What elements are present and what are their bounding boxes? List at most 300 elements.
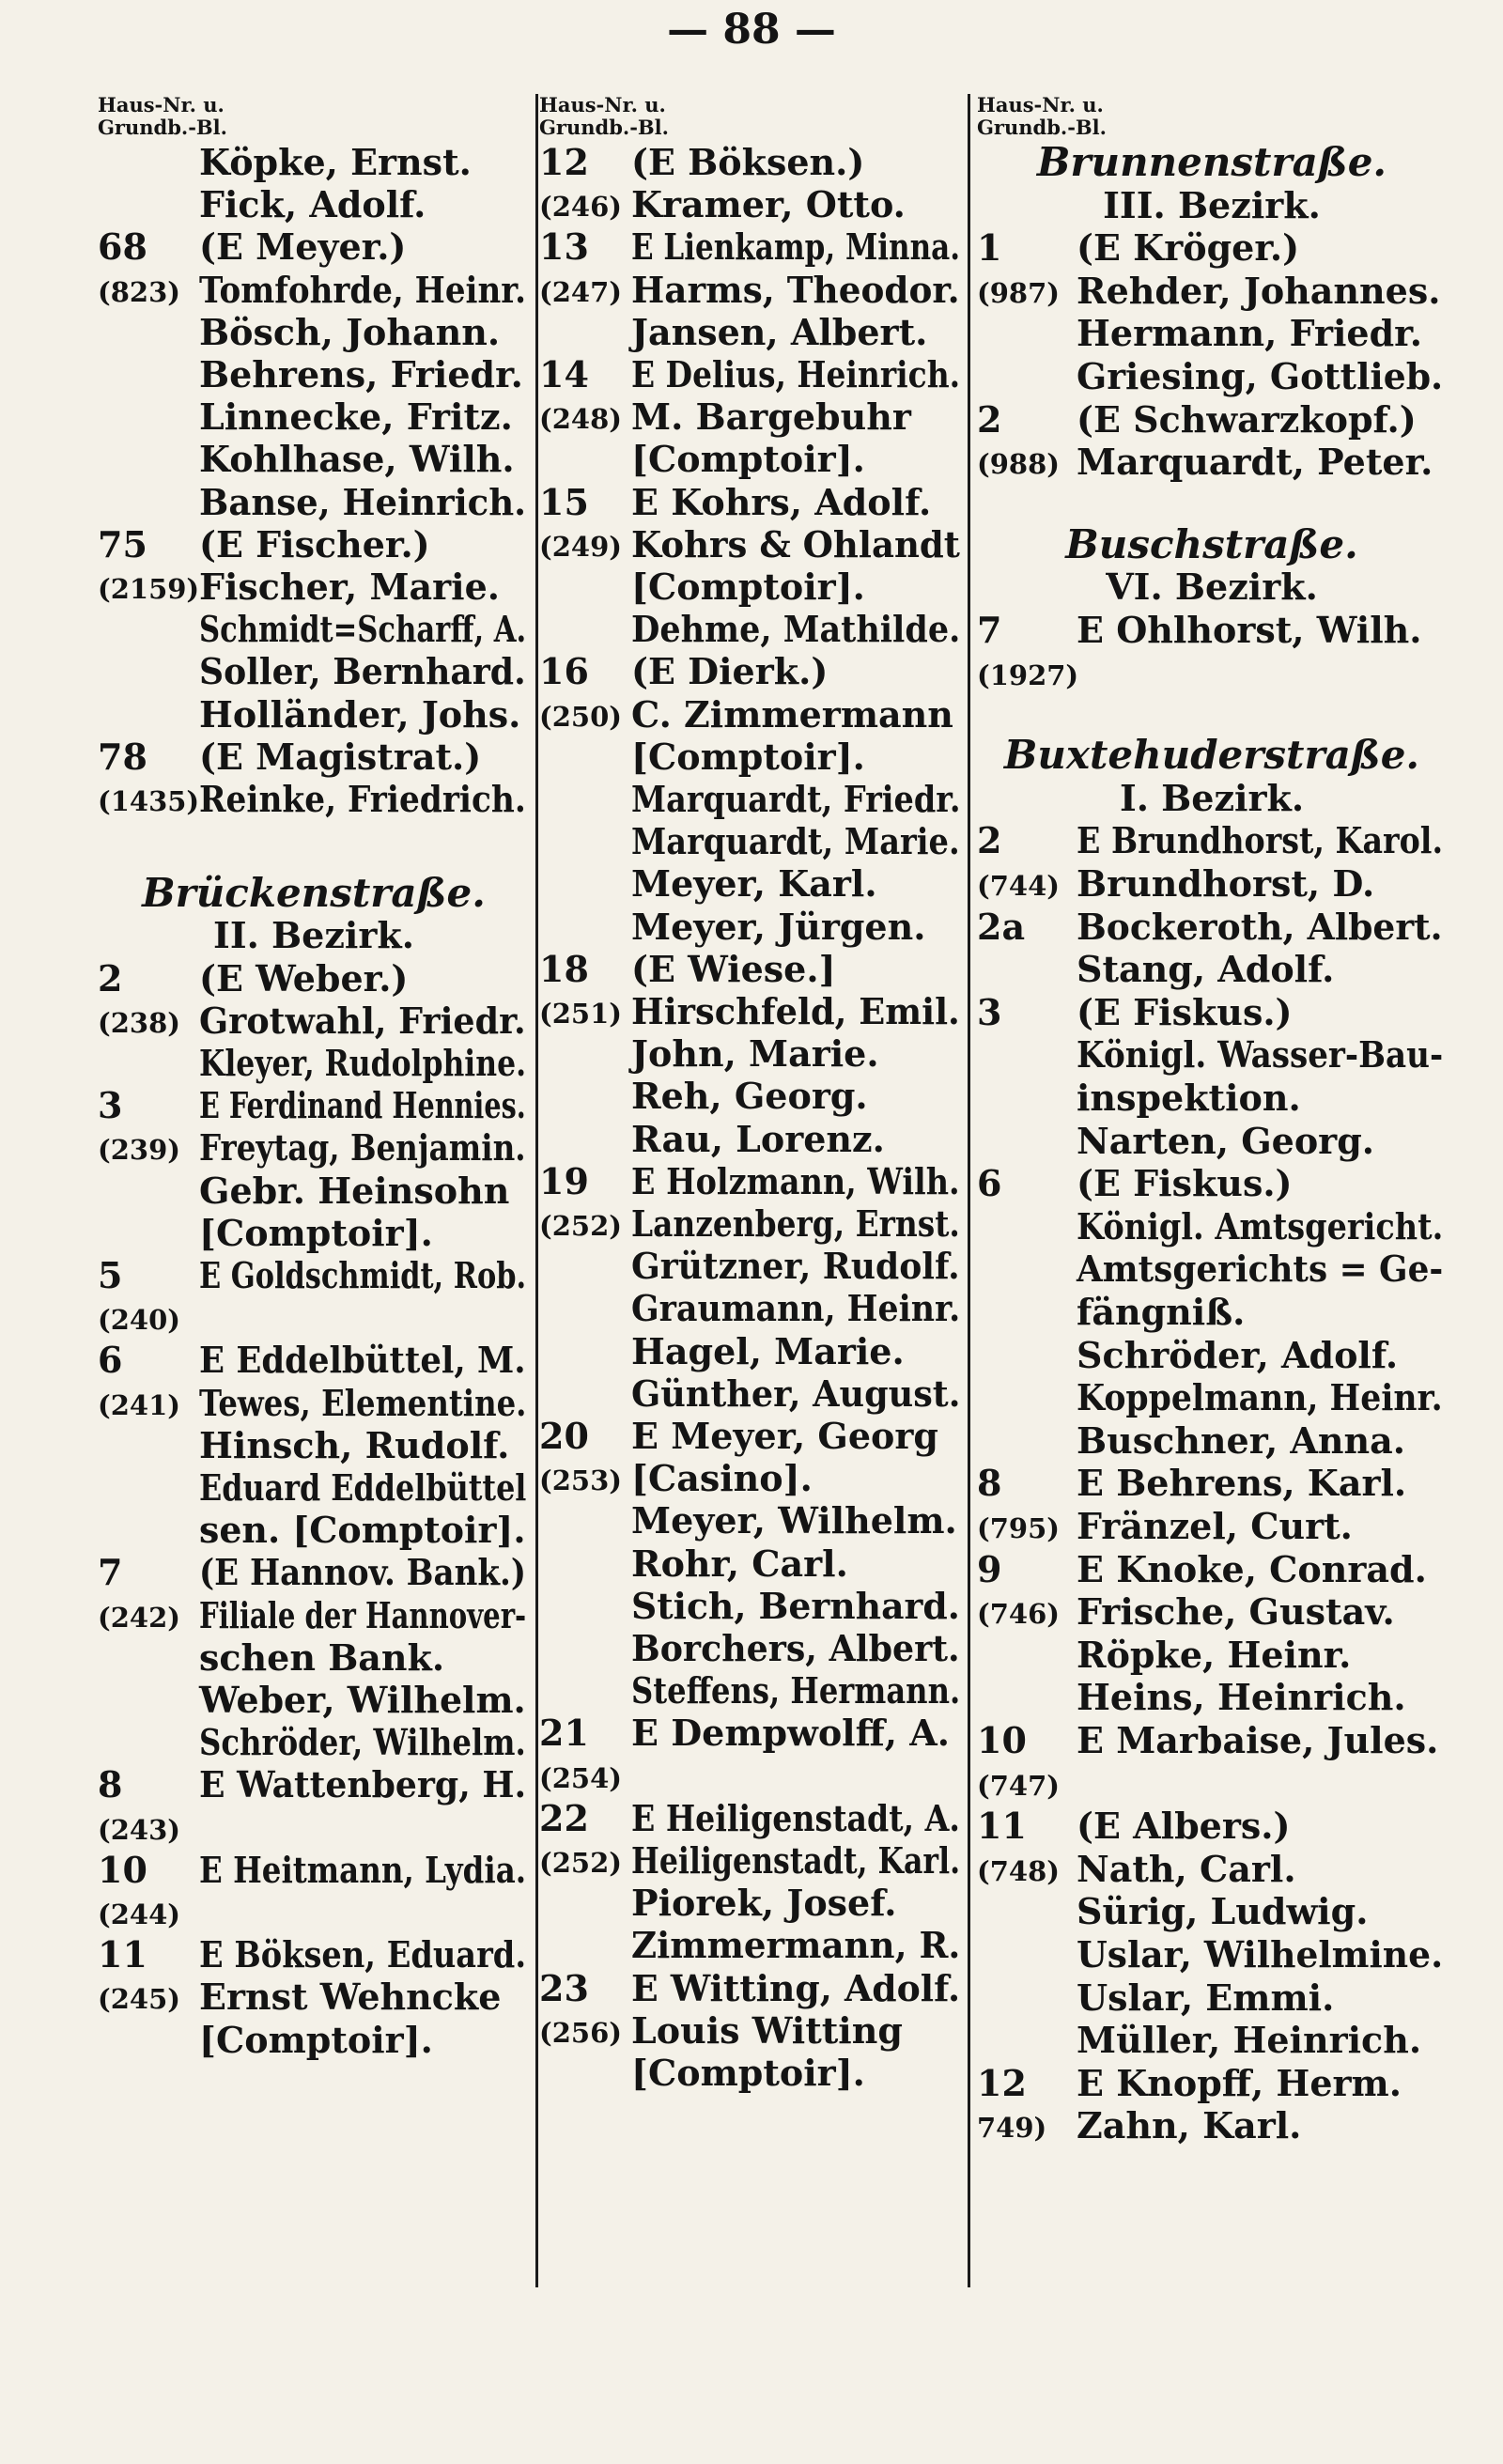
resident-text: Tomfohrde, Heinr. bbox=[199, 268, 526, 311]
directory-entry bbox=[977, 1546, 1447, 1593]
column-header-line: Grundb.-Bl. bbox=[977, 116, 1107, 139]
directory-entry bbox=[98, 1124, 530, 1171]
directory-entry bbox=[98, 1931, 530, 1978]
directory-entry bbox=[98, 1592, 530, 1639]
directory-column-1 bbox=[98, 0, 530, 2464]
directory-entry bbox=[977, 310, 1447, 357]
house-number: 12 bbox=[539, 141, 589, 183]
directory-entry bbox=[977, 946, 1447, 993]
resident-text: Meyer, Karl. bbox=[631, 862, 877, 906]
directory-entry bbox=[539, 309, 964, 356]
directory-entry bbox=[98, 139, 530, 186]
directory-entry bbox=[539, 1243, 964, 1290]
land-register-number: (987) bbox=[977, 276, 1060, 309]
resident-text: Fränzel, Curt. bbox=[1077, 1505, 1353, 1547]
resident-text: E Brundhorst, Karol. bbox=[1077, 819, 1444, 862]
directory-entry bbox=[539, 1837, 964, 1884]
directory-entry bbox=[977, 904, 1447, 951]
resident-text: Reinke, Friedrich. bbox=[199, 778, 526, 820]
resident-text: (E Magistrat.) bbox=[199, 735, 482, 778]
directory-entry bbox=[539, 1201, 964, 1247]
land-register-number: (250) bbox=[539, 700, 622, 733]
directory-entry bbox=[539, 521, 964, 568]
house-number: 2 bbox=[977, 397, 1002, 441]
directory-entry bbox=[98, 181, 530, 228]
house-number: 8 bbox=[98, 1763, 123, 1806]
district-label: I. Bezirk. bbox=[1119, 776, 1305, 819]
house-number: 78 bbox=[98, 735, 147, 778]
directory-entry bbox=[977, 1031, 1447, 1078]
house-number: 7 bbox=[977, 609, 1002, 651]
resident-text: E Kohrs, Adolf. bbox=[631, 480, 932, 523]
resident-text: Kleyer, Rudolphine. bbox=[199, 1042, 527, 1084]
house-number: 20 bbox=[539, 1415, 589, 1457]
directory-entry bbox=[98, 1252, 530, 1299]
street-heading: Buxtehuderstraße. bbox=[1003, 732, 1420, 779]
house-number: 3 bbox=[98, 1084, 123, 1127]
directory-entry bbox=[539, 1922, 964, 1969]
resident-text: Königl. Amtsgericht. bbox=[1077, 1204, 1444, 1247]
column-divider bbox=[968, 94, 970, 2287]
resident-text: Röpke, Heinr. bbox=[1077, 1633, 1352, 1676]
house-number: 6 bbox=[98, 1339, 123, 1382]
directory-entry bbox=[977, 2102, 1447, 2149]
resident-text: (E Fiskus.) bbox=[1077, 1162, 1293, 1205]
resident-text: Grützner, Rudolf. bbox=[631, 1245, 960, 1288]
resident-text: Bockeroth, Albert. bbox=[1077, 905, 1443, 948]
resident-text: Holländer, Johs. bbox=[199, 692, 521, 736]
resident-text: E Wattenberg, H. bbox=[199, 1763, 527, 1806]
house-number: 2a bbox=[977, 905, 1026, 948]
resident-text: E Dempwolff, A. bbox=[631, 1712, 950, 1755]
resident-text: Hermann, Friedr. bbox=[1077, 312, 1422, 355]
directory-entry bbox=[539, 988, 964, 1035]
directory-entry bbox=[98, 1168, 530, 1215]
resident-text: Hagel, Marie. bbox=[631, 1329, 905, 1372]
land-register-number: (2159) bbox=[98, 573, 200, 605]
resident-text: [Comptoir]. bbox=[631, 438, 865, 481]
directory-entry bbox=[977, 1888, 1447, 1935]
directory-entry bbox=[539, 904, 964, 951]
land-register-number: (247) bbox=[539, 275, 622, 308]
resident-text: Meyer, Jürgen. bbox=[631, 905, 926, 948]
resident-text: Ernst Wehncke bbox=[199, 1976, 502, 2019]
directory-entry bbox=[977, 1418, 1447, 1464]
directory-entry bbox=[98, 1889, 530, 1936]
directory-entry bbox=[539, 1497, 964, 1544]
directory-entry bbox=[977, 1118, 1447, 1165]
directory-entry bbox=[98, 606, 530, 653]
directory-entry bbox=[977, 607, 1447, 654]
directory-entry bbox=[98, 436, 530, 483]
street-heading: Buschstraße. bbox=[1065, 520, 1358, 567]
directory-entry bbox=[539, 564, 964, 611]
directory-entry bbox=[539, 1073, 964, 1120]
directory-entry bbox=[977, 2060, 1447, 2107]
house-number: 21 bbox=[539, 1712, 589, 1755]
house-number: 3 bbox=[977, 990, 1002, 1033]
resident-text: [Comptoir]. bbox=[631, 566, 865, 608]
resident-text: Grotwahl, Friedr. bbox=[199, 999, 526, 1042]
resident-text: E Ohlhorst, Wilh. bbox=[1077, 609, 1422, 651]
column-header bbox=[98, 94, 227, 139]
directory-entry bbox=[98, 691, 530, 738]
resident-text: Schröder, Adolf. bbox=[1077, 1333, 1399, 1376]
resident-text: (E Wiese.] bbox=[631, 947, 836, 990]
house-number: 2 bbox=[98, 956, 123, 1000]
directory-entry bbox=[977, 1289, 1447, 1336]
resident-text: E Delius, Heinrich. bbox=[631, 353, 961, 395]
resident-text: Marquardt, Marie. bbox=[631, 820, 960, 863]
column-header bbox=[539, 94, 669, 139]
directory-entry bbox=[98, 1549, 530, 1596]
resident-text: Zimmermann, R. bbox=[631, 1924, 961, 1967]
land-register-number: (254) bbox=[539, 1761, 622, 1794]
directory-entry bbox=[539, 1965, 964, 2012]
resident-text: Schröder, Wilhelm. bbox=[199, 1721, 526, 1764]
house-number: 1 bbox=[977, 226, 1002, 270]
resident-text: Graumann, Heinr. bbox=[631, 1287, 961, 1330]
land-register-number: (243) bbox=[98, 1813, 180, 1846]
resident-text: Rehder, Johannes. bbox=[1077, 269, 1441, 312]
resident-text: Louis Witting bbox=[631, 2008, 903, 2052]
land-register-number: (748) bbox=[977, 1854, 1060, 1887]
directory-entry bbox=[539, 2007, 964, 2054]
directory-entry bbox=[539, 1667, 964, 1714]
resident-text: E Knoke, Conrad. bbox=[1077, 1547, 1427, 1590]
directory-entry bbox=[539, 818, 964, 865]
directory-entry bbox=[539, 606, 964, 653]
resident-text: (E Albers.) bbox=[1077, 1805, 1291, 1848]
resident-text: Jansen, Albert. bbox=[631, 310, 928, 353]
column-header-line: Haus-Nr. u. bbox=[977, 93, 1104, 116]
directory-entry bbox=[539, 1541, 964, 1588]
directory-entry bbox=[539, 139, 964, 186]
resident-text: Koppelmann, Heinr. bbox=[1077, 1376, 1443, 1419]
resident-text: Harms, Theodor. bbox=[631, 268, 960, 311]
land-register-number: (795) bbox=[977, 1512, 1060, 1544]
resident-text: Eduard Eddelbüttel bbox=[199, 1466, 527, 1509]
resident-text: Sürig, Ludwig. bbox=[1077, 1890, 1369, 1933]
house-number: 18 bbox=[539, 947, 589, 990]
directory-entry bbox=[539, 267, 964, 314]
directory-column-3 bbox=[977, 0, 1447, 2464]
land-register-number: (823) bbox=[98, 275, 180, 308]
directory-entry bbox=[977, 1975, 1447, 2022]
directory-entry bbox=[539, 1625, 964, 1672]
directory-entry bbox=[98, 1847, 530, 1894]
land-register-number: 749) bbox=[977, 2112, 1047, 2145]
resident-text: Banse, Heinrich. bbox=[199, 480, 527, 523]
resident-text: John, Marie. bbox=[631, 1032, 879, 1076]
district-label: II. Bezirk. bbox=[213, 914, 414, 957]
directory-entry bbox=[977, 1160, 1447, 1207]
house-number: 9 bbox=[977, 1547, 1002, 1590]
resident-text: E Heiligenstadt, A. bbox=[631, 1796, 960, 1839]
resident-text: (E Fischer.) bbox=[199, 522, 430, 566]
resident-text: fängniß. bbox=[1077, 1291, 1246, 1333]
directory-entry bbox=[98, 1040, 530, 1087]
directory-entry bbox=[539, 1413, 964, 1460]
resident-text: Tewes, Elementine. bbox=[199, 1381, 527, 1424]
house-number: 16 bbox=[539, 650, 589, 693]
resident-text: Filiale der Hannover- bbox=[199, 1593, 527, 1636]
resident-text: E Eddelbüttel, M. bbox=[199, 1339, 526, 1382]
directory-entry bbox=[98, 521, 530, 568]
house-number: 6 bbox=[977, 1162, 1002, 1205]
resident-text: E Knopff, Herm. bbox=[1077, 2061, 1402, 2104]
directory-entry bbox=[977, 1632, 1447, 1679]
resident-text: Stich, Bernhard. bbox=[631, 1584, 960, 1627]
directory-entry bbox=[98, 351, 530, 398]
directory-entry bbox=[98, 1761, 530, 1808]
resident-text: (E Fiskus.) bbox=[1077, 990, 1293, 1033]
directory-entry bbox=[977, 1846, 1447, 1893]
directory-entry bbox=[98, 1974, 530, 2021]
house-number: 22 bbox=[539, 1796, 589, 1839]
directory-entry bbox=[977, 1760, 1447, 1807]
resident-text: Königl. Wasser-Bau- bbox=[1077, 1033, 1444, 1077]
resident-text: E Lienkamp, Minna. bbox=[631, 225, 961, 269]
land-register-number: (242) bbox=[98, 1601, 180, 1634]
resident-text: Narten, Georg. bbox=[1077, 1119, 1374, 1162]
directory-entry bbox=[539, 1753, 964, 1800]
resident-text: Buschner, Anna. bbox=[1077, 1418, 1406, 1462]
directory-entry bbox=[98, 1337, 530, 1384]
resident-text: [Comptoir]. bbox=[631, 735, 865, 778]
resident-text: Stang, Adolf. bbox=[1077, 948, 1335, 991]
house-number: 15 bbox=[539, 480, 589, 523]
directory-entry bbox=[98, 479, 530, 526]
house-number: 12 bbox=[977, 2061, 1027, 2104]
directory-entry bbox=[98, 1210, 530, 1257]
house-number: 14 bbox=[539, 353, 589, 395]
directory-entry bbox=[98, 267, 530, 314]
resident-text: Steffens, Hermann. bbox=[631, 1669, 961, 1712]
house-number: 13 bbox=[539, 225, 589, 269]
directory-entry bbox=[98, 1719, 530, 1766]
directory-entry bbox=[977, 225, 1447, 271]
resident-text: Griesing, Gottlieb. bbox=[1077, 355, 1444, 397]
resident-text: Gebr. Heinsohn bbox=[199, 1169, 510, 1212]
resident-text: Kramer, Otto. bbox=[631, 183, 906, 226]
directory-entry bbox=[539, 946, 964, 993]
directory-entry bbox=[539, 436, 964, 483]
resident-text: Weber, Wilhelm. bbox=[199, 1679, 526, 1721]
column-header-line: Grundb.-Bl. bbox=[98, 116, 227, 139]
land-register-number: (239) bbox=[98, 1134, 180, 1167]
house-number: 5 bbox=[98, 1254, 123, 1296]
resident-text: Dehme, Mathilde. bbox=[631, 608, 961, 651]
resident-text: Kohlhase, Wilh. bbox=[199, 438, 515, 481]
resident-text: E Meyer, Georg bbox=[631, 1415, 938, 1457]
directory-entry bbox=[977, 1717, 1447, 1764]
resident-text: inspektion. bbox=[1077, 1077, 1301, 1119]
directory-entry bbox=[98, 1082, 530, 1129]
resident-text: E Marbaise, Jules. bbox=[1077, 1719, 1439, 1761]
house-number: 23 bbox=[539, 1966, 589, 2009]
resident-text: Brundhorst, D. bbox=[1077, 862, 1375, 905]
directory-entry bbox=[98, 1380, 530, 1427]
resident-text: Günther, August. bbox=[631, 1371, 961, 1415]
resident-text: Heiligenstadt, Karl. bbox=[631, 1839, 961, 1882]
column-divider bbox=[535, 94, 538, 2287]
directory-entry bbox=[98, 564, 530, 611]
directory-entry bbox=[977, 1803, 1447, 1850]
resident-text: Nath, Carl. bbox=[1077, 1847, 1296, 1890]
directory-entry bbox=[98, 394, 530, 441]
land-register-number: (251) bbox=[539, 998, 622, 1030]
directory-entry bbox=[977, 1674, 1447, 1721]
street-heading: Brunnenstraße. bbox=[1036, 139, 1387, 185]
resident-text: (E Hannov. Bank.) bbox=[199, 1551, 526, 1594]
directory-entry bbox=[977, 1503, 1447, 1550]
directory-entry bbox=[98, 734, 530, 781]
directory-entry bbox=[539, 691, 964, 738]
resident-text: schen Bank. bbox=[199, 1635, 445, 1679]
page-number: — 88 — bbox=[667, 6, 836, 54]
land-register-number: (744) bbox=[977, 870, 1060, 902]
resident-text: Heins, Heinrich. bbox=[1077, 1676, 1406, 1719]
house-number: 8 bbox=[977, 1462, 1002, 1505]
directory-column-2 bbox=[539, 0, 964, 2464]
resident-text: Behrens, Friedr. bbox=[199, 353, 523, 395]
resident-text: M. Bargebuhr bbox=[631, 395, 911, 439]
directory-entry bbox=[539, 1371, 964, 1418]
land-register-number: (988) bbox=[977, 448, 1060, 481]
directory-entry bbox=[98, 1422, 530, 1469]
directory-entry bbox=[539, 181, 964, 228]
directory-entry bbox=[539, 1795, 964, 1842]
resident-text: (E Böksen.) bbox=[631, 141, 865, 183]
resident-text: [Comptoir]. bbox=[199, 2018, 433, 2061]
resident-text: (E Meyer.) bbox=[199, 225, 407, 269]
directory-entry bbox=[98, 1507, 530, 1554]
house-number: 19 bbox=[539, 1159, 589, 1202]
directory-entry bbox=[977, 1460, 1447, 1507]
resident-text: Uslar, Wilhelmine. bbox=[1077, 1933, 1444, 1976]
directory-entry bbox=[539, 1158, 964, 1205]
resident-text: Frische, Gustav. bbox=[1077, 1590, 1395, 1634]
land-register-number: (246) bbox=[539, 191, 622, 224]
directory-entry bbox=[539, 1583, 964, 1630]
land-register-number: (245) bbox=[98, 1983, 180, 2016]
street-heading: Brückenstraße. bbox=[142, 870, 486, 917]
resident-text: [Comptoir]. bbox=[631, 2052, 865, 2094]
resident-text: Lanzenberg, Ernst. bbox=[631, 1202, 960, 1245]
house-number: 2 bbox=[977, 819, 1002, 862]
resident-text: Meyer, Wilhelm. bbox=[631, 1499, 957, 1542]
directory-entry bbox=[98, 776, 530, 823]
house-number: 7 bbox=[98, 1551, 123, 1594]
resident-text: Piorek, Josef. bbox=[631, 1882, 897, 1925]
resident-text: Rohr, Carl. bbox=[631, 1542, 848, 1585]
column-header-line: Haus-Nr. u. bbox=[98, 93, 225, 116]
house-number: 10 bbox=[98, 1848, 147, 1891]
directory-entry bbox=[977, 1374, 1447, 1421]
directory-entry bbox=[977, 439, 1447, 486]
directory-entry bbox=[977, 1203, 1447, 1250]
directory-entry bbox=[539, 1031, 964, 1077]
directory-entry bbox=[539, 1880, 964, 1927]
district-label: VI. Bezirk. bbox=[1106, 566, 1318, 609]
directory-entry bbox=[977, 1332, 1447, 1379]
column-header bbox=[977, 94, 1107, 139]
directory-entry bbox=[98, 998, 530, 1045]
directory-entry bbox=[977, 2017, 1447, 2064]
land-register-number: (240) bbox=[98, 1304, 180, 1337]
land-register-number: (249) bbox=[539, 530, 622, 563]
land-register-number: (248) bbox=[539, 403, 622, 436]
directory-entry bbox=[539, 734, 964, 781]
resident-text: Reh, Georg. bbox=[631, 1075, 868, 1118]
directory-entry bbox=[539, 2050, 964, 2097]
directory-entry bbox=[539, 1328, 964, 1375]
land-register-number: (256) bbox=[539, 2016, 622, 2049]
house-number: 10 bbox=[977, 1719, 1027, 1761]
resident-text: Müller, Heinrich. bbox=[1077, 2019, 1422, 2062]
directory-entry bbox=[977, 1931, 1447, 1978]
directory-entry bbox=[98, 2017, 530, 2064]
resident-text: Schmidt=Scharff, A. bbox=[199, 608, 527, 651]
directory-entry bbox=[977, 1075, 1447, 1122]
directory-entry bbox=[977, 268, 1447, 315]
directory-entry bbox=[98, 309, 530, 356]
directory-entry bbox=[539, 1116, 964, 1163]
directory-entry bbox=[977, 396, 1447, 443]
resident-text: Linnecke, Fritz. bbox=[199, 395, 513, 439]
resident-text: Freytag, Benjamin. bbox=[199, 1126, 526, 1170]
resident-text: Borchers, Albert. bbox=[631, 1627, 960, 1669]
directory-entry bbox=[539, 776, 964, 823]
house-number: 68 bbox=[98, 225, 147, 269]
directory-entry bbox=[977, 989, 1447, 1036]
land-register-number: (241) bbox=[98, 1388, 180, 1421]
column-header-line: Haus-Nr. u. bbox=[539, 93, 666, 116]
resident-text: (E Weber.) bbox=[199, 956, 409, 1000]
land-register-number: (253) bbox=[539, 1464, 622, 1497]
directory-entry bbox=[539, 648, 964, 695]
land-register-number: (252) bbox=[539, 1847, 622, 1879]
resident-text: Zahn, Karl. bbox=[1077, 2104, 1302, 2147]
resident-text: Köpke, Ernst. bbox=[199, 141, 472, 183]
resident-text: E Böksen, Eduard. bbox=[199, 1933, 527, 1976]
house-number: 11 bbox=[977, 1805, 1027, 1848]
land-register-number: (244) bbox=[98, 1898, 180, 1930]
resident-text: (E Kröger.) bbox=[1077, 226, 1300, 270]
directory-entry bbox=[539, 394, 964, 441]
directory-entry bbox=[977, 860, 1447, 907]
land-register-number: (1927) bbox=[977, 659, 1079, 691]
column-header-line: Grundb.-Bl. bbox=[539, 116, 669, 139]
resident-text: Uslar, Emmi. bbox=[1077, 1976, 1335, 2019]
resident-text: Hirschfeld, Emil. bbox=[631, 990, 960, 1032]
directory-entry bbox=[98, 1635, 530, 1681]
directory-entry bbox=[977, 1588, 1447, 1635]
resident-text: C. Zimmermann bbox=[631, 692, 953, 736]
resident-text: sen. [Comptoir]. bbox=[199, 1509, 526, 1552]
resident-text: E Ferdinand Hennies. bbox=[199, 1084, 526, 1127]
district-label: III. Bezirk. bbox=[1103, 183, 1321, 226]
land-register-number: (746) bbox=[977, 1598, 1060, 1631]
directory-entry bbox=[977, 1246, 1447, 1293]
resident-text: Rau, Lorenz. bbox=[631, 1117, 885, 1160]
resident-text: [Comptoir]. bbox=[199, 1211, 433, 1254]
resident-text: (E Dierk.) bbox=[631, 650, 829, 693]
resident-text: E Witting, Adolf. bbox=[631, 1966, 961, 2009]
directory-entry bbox=[539, 1455, 964, 1502]
directory-entry bbox=[98, 1464, 530, 1511]
